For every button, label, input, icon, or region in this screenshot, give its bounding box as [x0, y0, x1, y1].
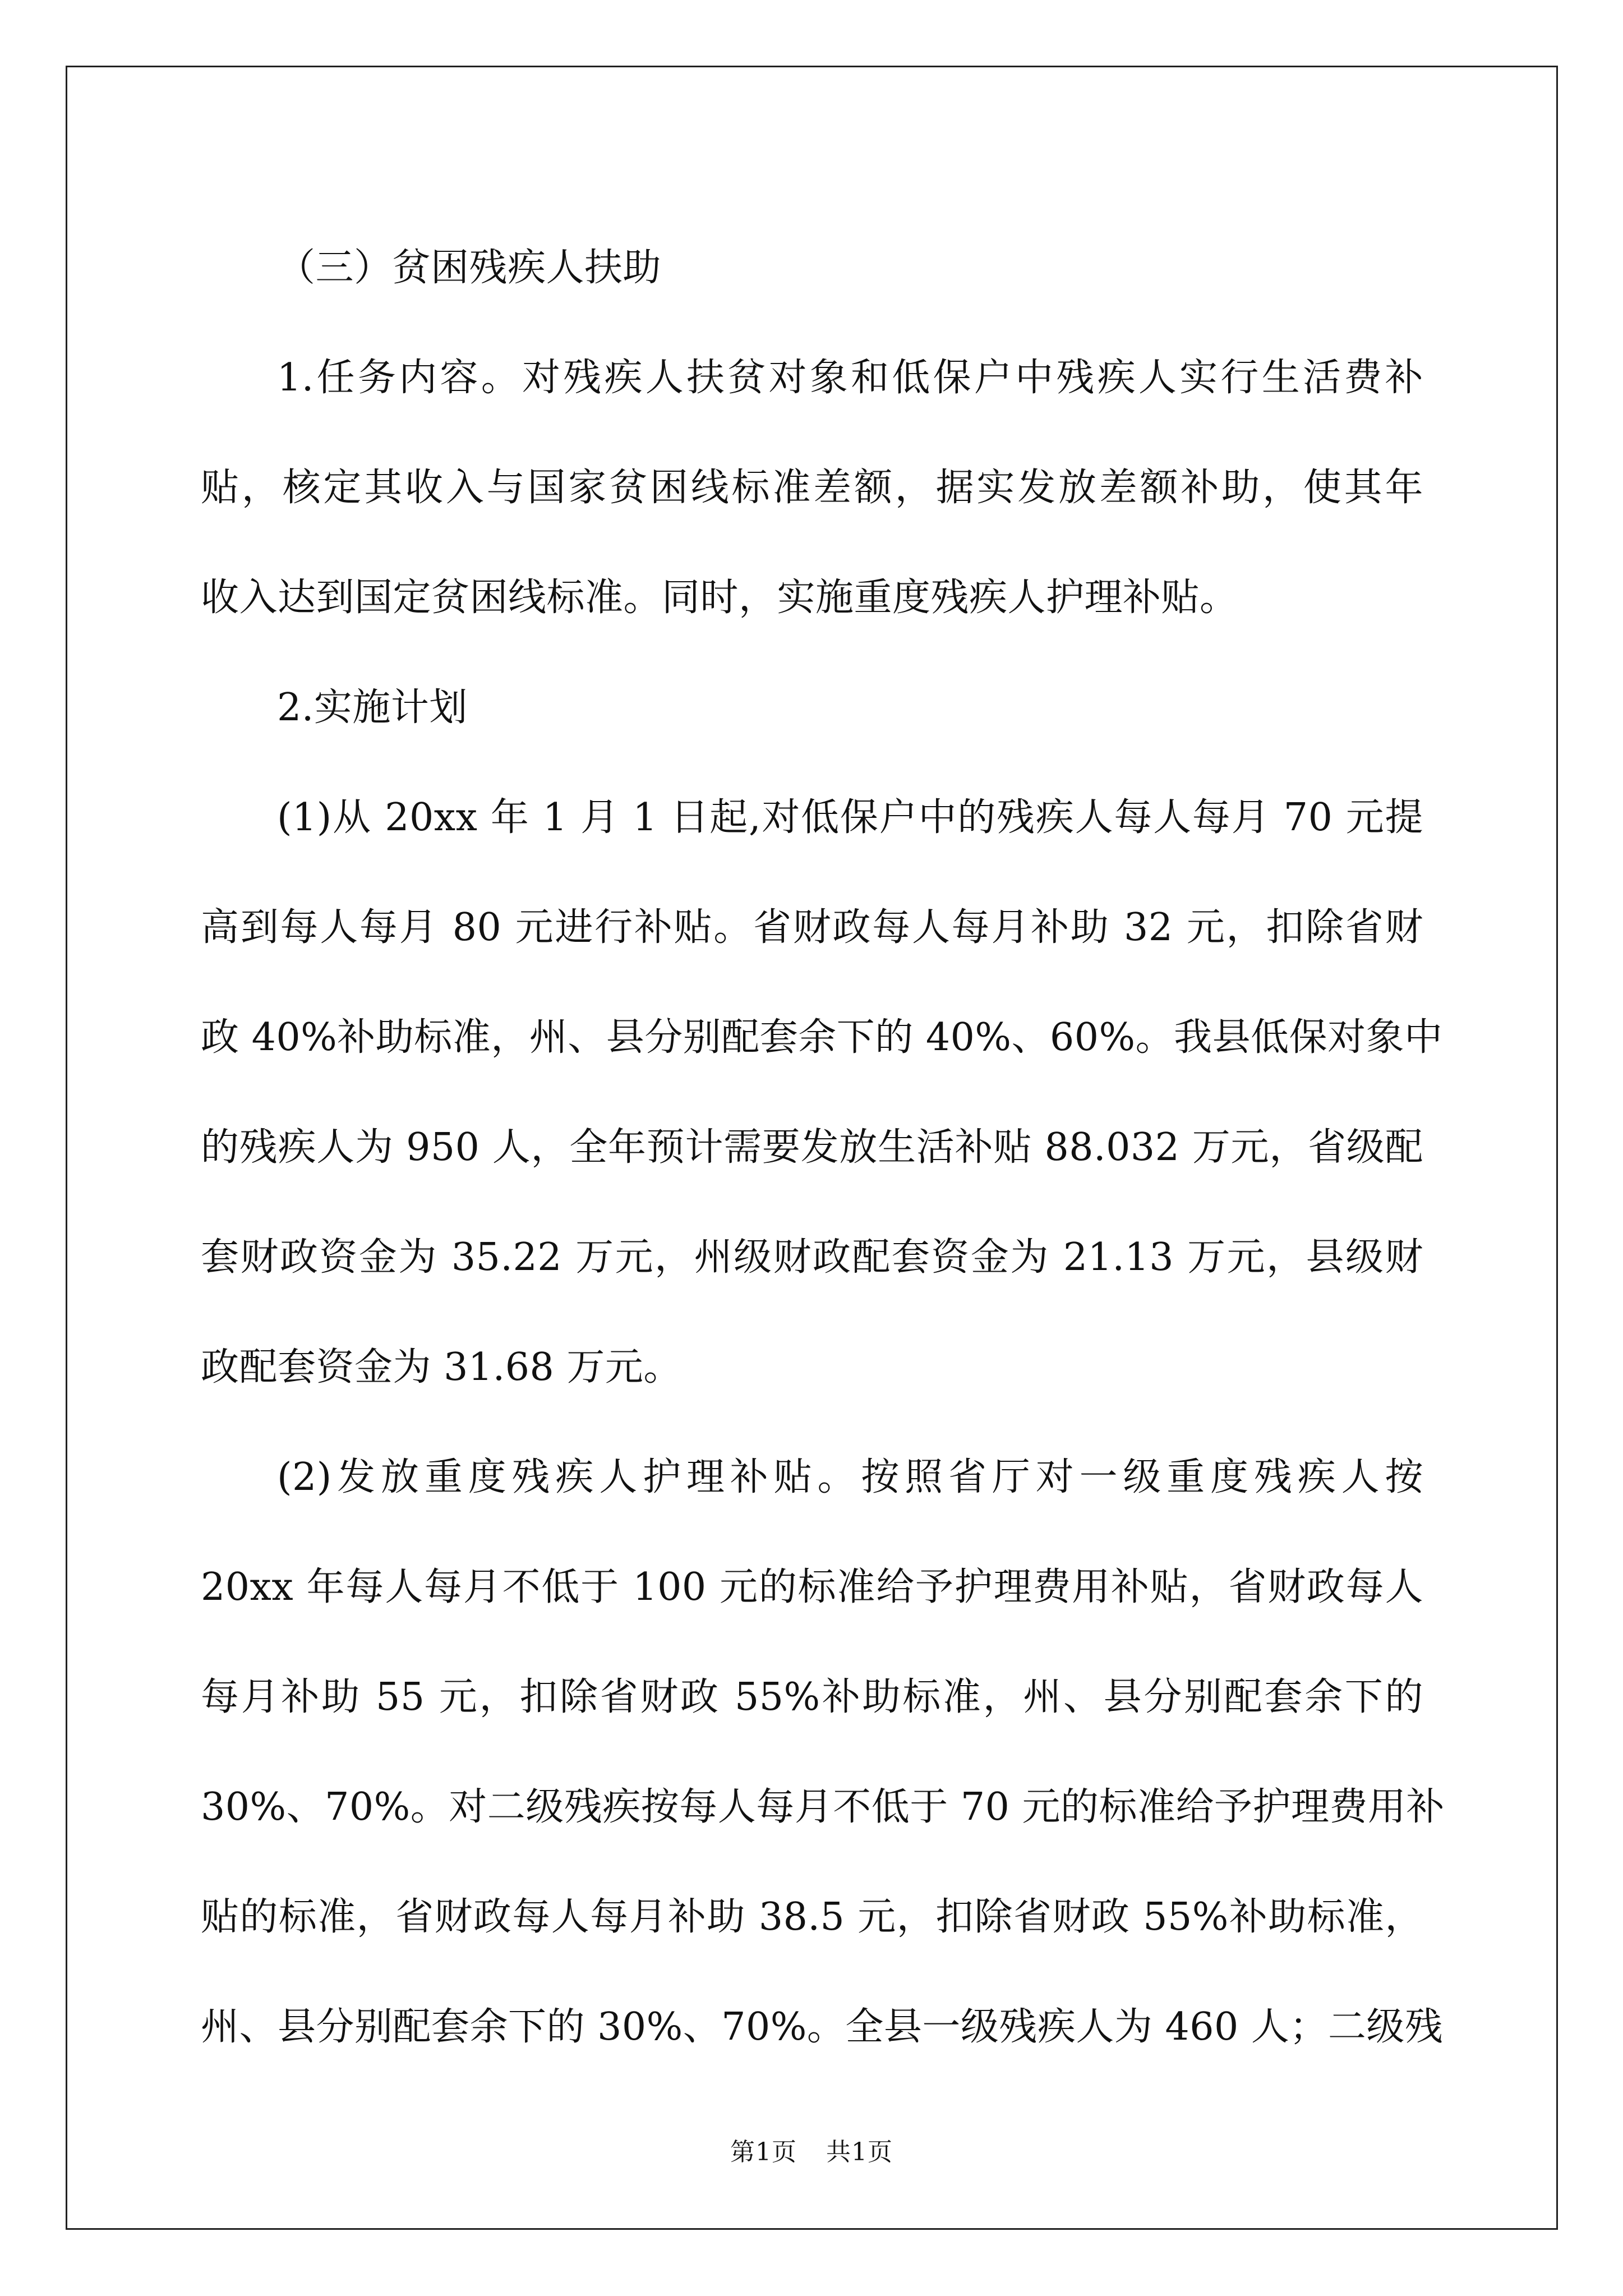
text-line: 每月补助 55 元，扣除省财政 55%补助标准，州、县分别配套余下的: [201, 1675, 1423, 1719]
text-line: 30%、70%。对二级残疾按每人每月不低于 70 元的标准给予护理费用补: [201, 1785, 1445, 1829]
text-line: 收入达到国定贫困线标准。同时，实施重度残疾人护理补贴。: [201, 576, 1238, 620]
subsection-heading: 2.实施计划: [277, 685, 468, 730]
page-footer: [0, 2132, 1623, 2168]
document-body: [201, 213, 1445, 2082]
text-line: 套财政资金为 35.22 万元，州级财政配套资金为 21.13 万元，县级财: [201, 1235, 1423, 1280]
text-line: 贴，核定其收入与国家贫困线标准差额，据实发放差额补助，使其年: [201, 466, 1423, 510]
text-line: 20xx 年每人每月不低于 100 元的标准给予护理费用补贴，省财政每人: [201, 1565, 1423, 1609]
text-line: 高到每人每月 80 元进行补贴。省财政每人每月补助 32 元，扣除省财: [201, 905, 1423, 950]
page-total: 共1页: [826, 2138, 893, 2166]
text-line: 州、县分别配套余下的 30%、70%。全县一级残疾人为 460 人；二级残: [201, 2005, 1444, 2049]
text-line: 政配套资金为 31.68 万元。: [201, 1345, 682, 1389]
text-line: (1)从 20xx 年 1 月 1 日起,对低保户中的残疾人每人每月 70 元提: [277, 795, 1423, 840]
text-line: 1.任务内容。对残疾人扶贫对象和低保户中残疾人实行生活费补: [277, 356, 1423, 400]
text-line: 政 40%补助标准，州、县分别配套余下的 40%、60%。我县低保对象中: [201, 1015, 1443, 1060]
text-line: 的残疾人为 950 人，全年预计需要发放生活补贴 88.032 万元，省级配: [201, 1125, 1423, 1170]
text-line: 贴的标准，省财政每人每月补助 38.5 元，扣除省财政 55%补助标准，: [201, 1895, 1423, 1939]
section-heading: （三）贫困残疾人扶助: [277, 246, 662, 290]
page-number: 第1页: [730, 2138, 797, 2166]
text-line: (2)发放重度残疾人护理补贴。按照省厅对一级重度残疾人按: [277, 1455, 1423, 1499]
